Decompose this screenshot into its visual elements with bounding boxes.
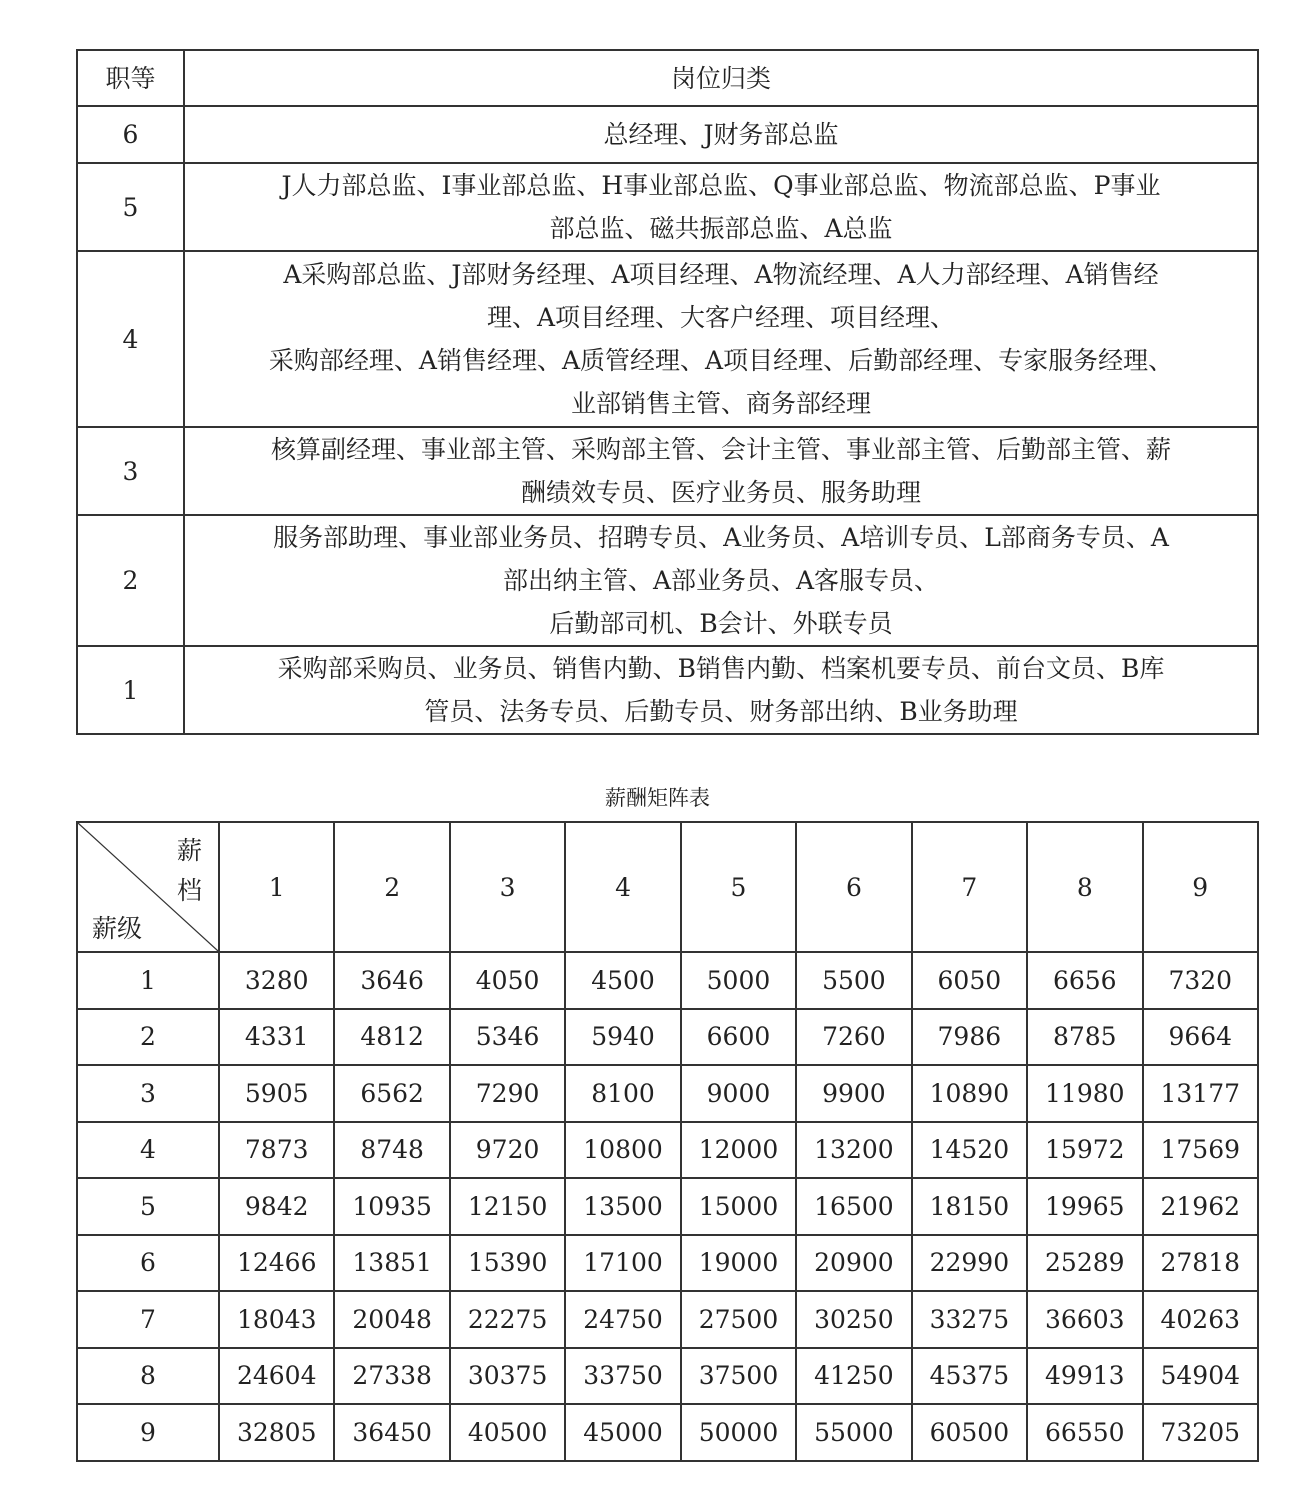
salary-cell: 7320 bbox=[1143, 952, 1259, 1009]
salary-cell: 50000 bbox=[681, 1404, 796, 1461]
band-header: 9 bbox=[1143, 822, 1259, 952]
grade-classification-table bbox=[76, 49, 1259, 735]
salary-cell: 10800 bbox=[565, 1122, 680, 1179]
salary-cell: 33275 bbox=[912, 1291, 1027, 1348]
position-line: 酬绩效专员、医疗业务员、服务助理 bbox=[520, 478, 921, 507]
salary-row bbox=[77, 1404, 1258, 1461]
level-cell: 8 bbox=[77, 1348, 219, 1405]
salary-cell: 40500 bbox=[450, 1404, 565, 1461]
salary-cell: 30250 bbox=[796, 1291, 911, 1348]
header-row bbox=[77, 822, 1258, 952]
salary-cell: 36603 bbox=[1027, 1291, 1142, 1348]
level-cell: 5 bbox=[77, 1178, 219, 1235]
salary-cell: 17569 bbox=[1143, 1122, 1259, 1179]
salary-cell: 6600 bbox=[681, 1009, 796, 1066]
salary-cell: 9000 bbox=[681, 1065, 796, 1122]
salary-cell: 7873 bbox=[219, 1122, 334, 1179]
level-cell: 4 bbox=[77, 1122, 219, 1179]
salary-cell: 8785 bbox=[1027, 1009, 1142, 1066]
salary-cell: 37500 bbox=[681, 1348, 796, 1405]
salary-cell: 10890 bbox=[912, 1065, 1027, 1122]
salary-cell: 73205 bbox=[1143, 1404, 1259, 1461]
band-header: 4 bbox=[565, 822, 680, 952]
grade-cell: 4 bbox=[77, 251, 184, 427]
salary-cell: 4500 bbox=[565, 952, 680, 1009]
band-header: 3 bbox=[450, 822, 565, 952]
position-line: 采购部经理、A销售经理、A质管经理、A项目经理、后勤部经理、专家服务经理、 bbox=[268, 346, 1174, 375]
salary-cell: 22275 bbox=[450, 1291, 565, 1348]
salary-cell: 14520 bbox=[912, 1122, 1027, 1179]
salary-cell: 25289 bbox=[1027, 1235, 1142, 1292]
salary-cell: 7986 bbox=[912, 1009, 1027, 1066]
header-grade: 职等 bbox=[77, 50, 184, 106]
salary-cell: 13177 bbox=[1143, 1065, 1259, 1122]
salary-cell: 15000 bbox=[681, 1178, 796, 1235]
salary-cell: 66550 bbox=[1027, 1404, 1142, 1461]
band-header: 6 bbox=[796, 822, 911, 952]
salary-cell: 30375 bbox=[450, 1348, 565, 1405]
salary-cell: 22990 bbox=[912, 1235, 1027, 1292]
salary-cell: 12000 bbox=[681, 1122, 796, 1179]
grade-cell: 5 bbox=[77, 163, 184, 251]
salary-cell: 41250 bbox=[796, 1348, 911, 1405]
salary-cell: 5500 bbox=[796, 952, 911, 1009]
grade-row bbox=[77, 427, 1258, 515]
salary-row bbox=[77, 1122, 1258, 1179]
salary-cell: 8100 bbox=[565, 1065, 680, 1122]
salary-cell: 17100 bbox=[565, 1235, 680, 1292]
grade-row bbox=[77, 515, 1258, 646]
salary-row bbox=[77, 1178, 1258, 1235]
level-cell: 2 bbox=[77, 1009, 219, 1066]
salary-cell: 5000 bbox=[681, 952, 796, 1009]
salary-cell: 9720 bbox=[450, 1122, 565, 1179]
salary-cell: 40263 bbox=[1143, 1291, 1259, 1348]
positions-cell bbox=[184, 427, 1258, 515]
salary-cell: 5940 bbox=[565, 1009, 680, 1066]
salary-matrix-table bbox=[76, 821, 1259, 1462]
position-line: 采购部采购员、业务员、销售内勤、B销售内勤、档案机要专员、前台文员、B库 bbox=[277, 654, 1165, 683]
salary-cell: 13500 bbox=[565, 1178, 680, 1235]
salary-cell: 21962 bbox=[1143, 1178, 1259, 1235]
grade-cell: 6 bbox=[77, 106, 184, 163]
salary-cell: 18150 bbox=[912, 1178, 1027, 1235]
position-line: 部总监、磁共振部总监、A总监 bbox=[549, 214, 893, 243]
salary-cell: 7290 bbox=[450, 1065, 565, 1122]
grade-row bbox=[77, 163, 1258, 251]
salary-cell: 13851 bbox=[334, 1235, 449, 1292]
position-line: 管员、法务专员、后勤专员、财务部出纳、B业务助理 bbox=[424, 697, 1018, 726]
grade-cell: 1 bbox=[77, 646, 184, 734]
salary-cell: 4050 bbox=[450, 952, 565, 1009]
level-cell: 1 bbox=[77, 952, 219, 1009]
position-line: 后勤部司机、B会计、外联专员 bbox=[549, 609, 893, 638]
salary-cell: 32805 bbox=[219, 1404, 334, 1461]
salary-table-title: 薪酬矩阵表 bbox=[605, 786, 710, 810]
salary-cell: 5905 bbox=[219, 1065, 334, 1122]
positions-cell bbox=[184, 646, 1258, 734]
band-header: 1 bbox=[219, 822, 334, 952]
position-line: A采购部总监、J部财务经理、A项目经理、A物流经理、A人力部经理、A销售经 bbox=[283, 260, 1159, 289]
positions-cell bbox=[184, 515, 1258, 646]
level-cell: 3 bbox=[77, 1065, 219, 1122]
salary-cell: 27818 bbox=[1143, 1235, 1259, 1292]
salary-cell: 13200 bbox=[796, 1122, 911, 1179]
salary-cell: 20900 bbox=[796, 1235, 911, 1292]
position-line: 部出纳主管、A部业务员、A客服专员、 bbox=[502, 566, 940, 595]
salary-cell: 11980 bbox=[1027, 1065, 1142, 1122]
band-header: 2 bbox=[334, 822, 449, 952]
salary-cell: 8748 bbox=[334, 1122, 449, 1179]
salary-cell: 7260 bbox=[796, 1009, 911, 1066]
salary-cell: 27500 bbox=[681, 1291, 796, 1348]
salary-cell: 10935 bbox=[334, 1178, 449, 1235]
position-line: 总经理、J财务部总监 bbox=[603, 120, 839, 149]
salary-row bbox=[77, 1009, 1258, 1066]
salary-cell: 27338 bbox=[334, 1348, 449, 1405]
salary-cell: 12466 bbox=[219, 1235, 334, 1292]
salary-cell: 6050 bbox=[912, 952, 1027, 1009]
salary-cell: 5346 bbox=[450, 1009, 565, 1066]
band-header: 8 bbox=[1027, 822, 1142, 952]
salary-cell: 45000 bbox=[565, 1404, 680, 1461]
salary-cell: 24750 bbox=[565, 1291, 680, 1348]
salary-cell: 3280 bbox=[219, 952, 334, 1009]
positions-cell bbox=[184, 106, 1258, 163]
salary-cell: 4331 bbox=[219, 1009, 334, 1066]
positions-cell bbox=[184, 251, 1258, 427]
salary-cell: 6562 bbox=[334, 1065, 449, 1122]
salary-cell: 18043 bbox=[219, 1291, 334, 1348]
salary-cell: 9900 bbox=[796, 1065, 911, 1122]
salary-cell: 60500 bbox=[912, 1404, 1027, 1461]
salary-cell: 33750 bbox=[565, 1348, 680, 1405]
position-line: 业部销售主管、商务部经理 bbox=[570, 389, 871, 418]
salary-cell: 9664 bbox=[1143, 1009, 1259, 1066]
band-header: 7 bbox=[912, 822, 1027, 952]
band-header: 5 bbox=[681, 822, 796, 952]
salary-cell: 36450 bbox=[334, 1404, 449, 1461]
level-cell: 7 bbox=[77, 1291, 219, 1348]
corner-cell bbox=[77, 822, 219, 952]
salary-cell: 16500 bbox=[796, 1178, 911, 1235]
positions-cell bbox=[184, 163, 1258, 251]
position-line: 理、A项目经理、大客户经理、项目经理、 bbox=[486, 303, 956, 332]
salary-cell: 20048 bbox=[334, 1291, 449, 1348]
position-line: 服务部助理、事业部业务员、招聘专员、A业务员、A培训专员、L部商务专员、A bbox=[273, 523, 1169, 552]
grade-row bbox=[77, 646, 1258, 734]
salary-cell: 19965 bbox=[1027, 1178, 1142, 1235]
grade-cell: 3 bbox=[77, 427, 184, 515]
salary-cell: 55000 bbox=[796, 1404, 911, 1461]
position-line: J人力部总监、I事业部总监、H事业部总监、Q事业部总监、物流部总监、P事业 bbox=[281, 171, 1161, 200]
grade-cell: 2 bbox=[77, 515, 184, 646]
grade-row bbox=[77, 106, 1258, 163]
salary-cell: 15390 bbox=[450, 1235, 565, 1292]
salary-row bbox=[77, 1235, 1258, 1292]
salary-cell: 24604 bbox=[219, 1348, 334, 1405]
level-cell: 6 bbox=[77, 1235, 219, 1292]
corner-label-level: 薪级 bbox=[92, 914, 143, 943]
salary-row bbox=[77, 1065, 1258, 1122]
grade-row bbox=[77, 251, 1258, 427]
salary-cell: 45375 bbox=[912, 1348, 1027, 1405]
salary-cell: 6656 bbox=[1027, 952, 1142, 1009]
salary-cell: 3646 bbox=[334, 952, 449, 1009]
corner-label-band: 薪 档 bbox=[176, 836, 202, 905]
position-line: 核算副经理、事业部主管、采购部主管、会计主管、事业部主管、后勤部主管、薪 bbox=[270, 435, 1171, 464]
salary-cell: 19000 bbox=[681, 1235, 796, 1292]
salary-cell: 12150 bbox=[450, 1178, 565, 1235]
header-positions: 岗位归类 bbox=[184, 50, 1258, 106]
salary-cell: 9842 bbox=[219, 1178, 334, 1235]
salary-cell: 4812 bbox=[334, 1009, 449, 1066]
header-row bbox=[77, 50, 1258, 106]
salary-row bbox=[77, 952, 1258, 1009]
salary-row bbox=[77, 1291, 1258, 1348]
level-cell: 9 bbox=[77, 1404, 219, 1461]
salary-cell: 49913 bbox=[1027, 1348, 1142, 1405]
salary-cell: 15972 bbox=[1027, 1122, 1142, 1179]
salary-cell: 54904 bbox=[1143, 1348, 1259, 1405]
salary-row bbox=[77, 1348, 1258, 1405]
